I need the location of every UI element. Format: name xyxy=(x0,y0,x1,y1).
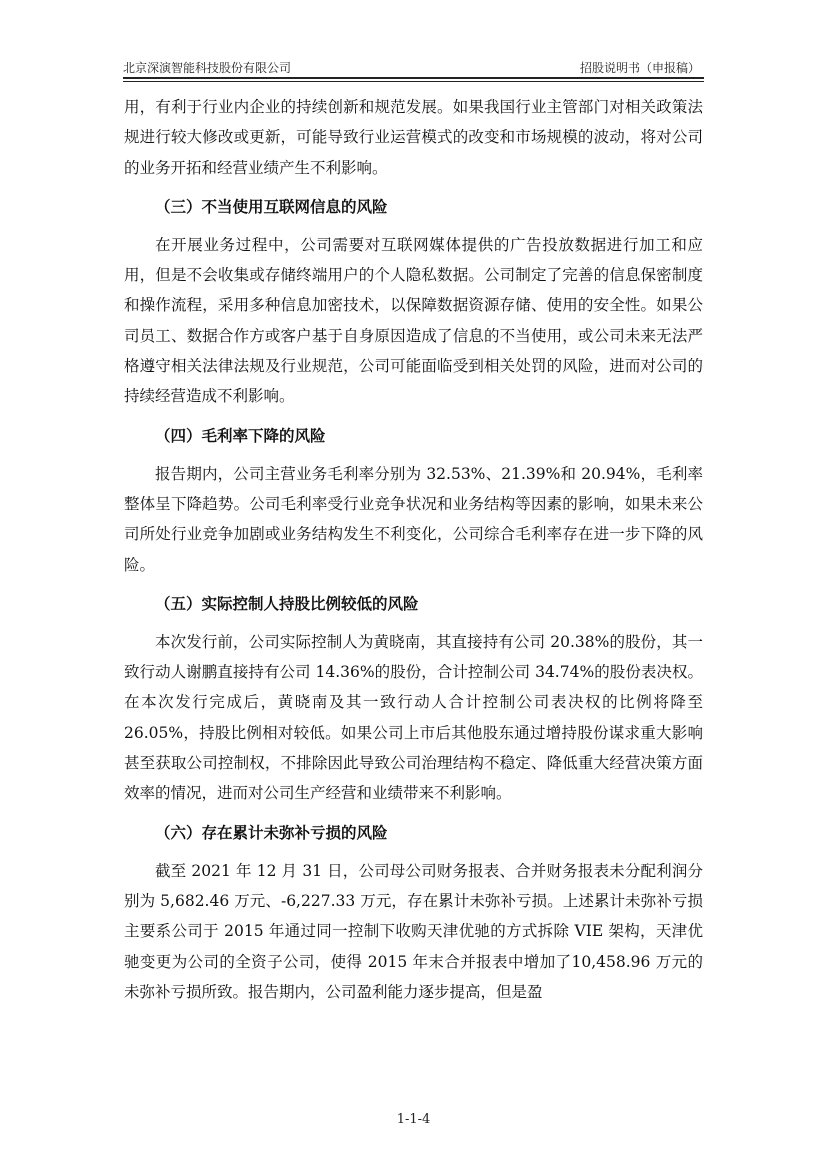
paragraph-control-ratio-risk: 本次发行前，公司实际控制人为黄晓南，其直接持有公司 20.38%的股份，其一致行动人谢鹏直接持有公司 14.36%的股份，合计控制公司 34.74%的股份表决权。在本次发行完成后，黄晓南及其一致行动人合计控制公司表决权的比例将降至 26.05%，持股比例相对较低。如果公司上市后其他股东通过增持股份谋求重大影响甚至获取公司控制权，不排除因此导致公司治理结构不稳定、降低重大经营决策方面效率的情况，进而对公司生产经营和业绩带来不利影响。 xyxy=(124,632,703,803)
header-company-name: 北京深演智能科技股份有限公司 xyxy=(123,61,292,75)
paragraph-continued: 用，有利于行业内企业的持续创新和规范发展。如果我国行业主管部门对相关政策法规进行较大修改或更新，可能导致行业运营模式的改变和市场规模的波动，将对公司的业务开拓和经营业绩产生不利影响。 xyxy=(124,98,703,177)
page-header xyxy=(123,56,704,78)
page-number: 1-1-4 xyxy=(396,1112,431,1127)
page-body xyxy=(124,92,703,1007)
section-heading-gross-margin-risk: （四）毛利率下降的风险 xyxy=(155,426,326,445)
header-rule-thick xyxy=(123,77,704,79)
paragraph-internet-info-risk: 在开展业务过程中，公司需要对互联网媒体提供的广告投放数据进行加工和应用，但是不会收集或存储终端用户的个人隐私数据。公司制定了完善的信息保密制度和操作流程，采用多种信息加密技术，以保障数据资源存储、使用的安全性。如果公司员工、数据合作方或客户基于自身原因造成了信息的不当使用，或公司未来无法严格遵守相关法律法规及行业规范，公司可能面临受到相关处罚的风险，进而对公司的持续经营造成不利影响。 xyxy=(124,235,703,406)
section-heading-internet-info-risk: （三）不当使用互联网信息的风险 xyxy=(155,197,388,216)
page-footer xyxy=(0,1112,827,1127)
paragraph-gross-margin-risk: 报告期内，公司主营业务毛利率分别为 32.53%、21.39%和 20.94%，毛利率整体呈下降趋势。公司毛利率受行业竞争状况和业务结构等因素的影响，如果未来公司所处行业竞争加剧或业务结构发生不利变化，公司综合毛利率存在进一步下降的风险。 xyxy=(124,464,703,574)
header-document-type: 招股说明书（申报稿） xyxy=(579,61,700,75)
section-heading-accumulated-loss-risk: （六）存在累计未弥补亏损的风险 xyxy=(155,823,388,842)
header-rule-thin xyxy=(123,81,704,82)
paragraph-accumulated-loss-risk: 截至 2021 年 12 月 31 日，公司母公司财务报表、合并财务报表未分配利润分别为 5,682.46 万元、-6,227.33 万元，存在累计未弥补亏损。上述累计未弥补亏损主要系公司于 2015 年通过同一控制下收购天津优驰的方式拆除 VIE 架构，天津优驰变更为公司的全资子公司，使得 2015 年末合并报表中增加了10,458.96 万元的未弥补亏损所致。报告期内，公司盈利能力逐步提高，但是盈 xyxy=(124,861,703,1001)
section-heading-control-ratio-risk: （五）实际控制人持股比例较低的风险 xyxy=(155,594,419,613)
